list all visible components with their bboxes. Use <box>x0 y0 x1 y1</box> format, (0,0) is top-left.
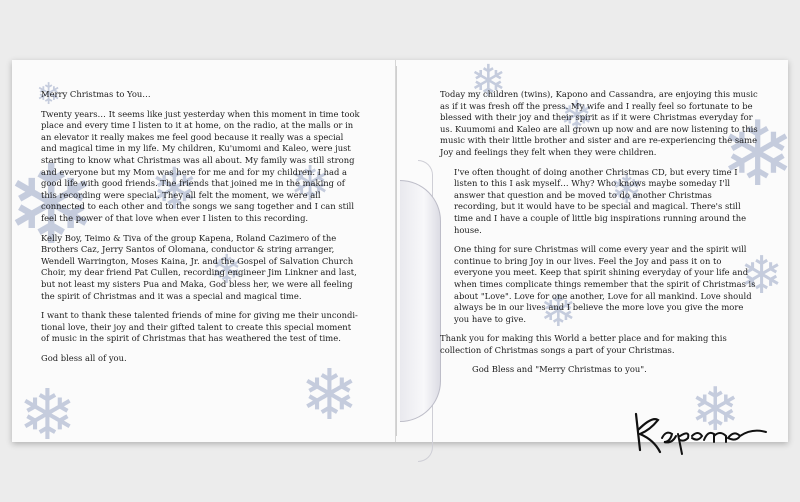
snowflake-icon: ❄ <box>290 156 331 212</box>
snowflake-icon: ❄ <box>470 56 507 107</box>
snowflake-icon: ❄ <box>540 286 577 337</box>
right-paragraph-1: Today my children (twins), Kapono and Cassandra, are enjoying this music as if it was fresh off the press. My wife and I really feel so fortunate to be blessed with their joy and their spirit as if it were Christmas everyday for us. Kuumomi and Kaleo are all grown up now and are now listening to this music with their little brother and sister and are re-experiencing the same Joy and feelings they felt when they were children. <box>440 89 758 157</box>
snowflake-icon: ❄ <box>36 77 62 112</box>
snowflake-icon: ❄ <box>5 141 98 269</box>
left-letter <box>41 89 361 372</box>
right-paragraph-4: Thank you for making this World a better place and for making this collection of Christmas songs a part of your Christmas. <box>440 333 727 355</box>
signature <box>628 408 778 458</box>
snowflake-icon: ❄ <box>740 246 784 306</box>
right-paragraph-3: One thing for sure Christmas will come every year and the spirit will continue to bring Joy in our lives. Feel the Joy and pass it on to everyone you meet. Keep that spirit shining everyday of your life and when times complicate things remember that the spirit of Christmas is about "Love". Love for one another, Love for all mankind. Love should always be in our lives and I believe the more love you give the more you have to give. <box>454 244 756 324</box>
closing-line: God Bless and "Merry Christmas to you". <box>472 364 647 375</box>
right-letter <box>440 89 758 384</box>
snowflake-icon: ❄ <box>150 155 199 223</box>
right-paragraph-2: I've often thought of doing another Christmas CD, but every time I listen to this I ask myself… Why? Who knows maybe someday I'll answer that question and be moved to do another Christmas recording, but it would have to be special and magical. There's still time and I have a couple of little big inspirations running around the house. <box>454 166 747 235</box>
snowflake-icon: ❄ <box>18 374 77 456</box>
snowflake-icon: ❄ <box>300 354 359 436</box>
snowflake-icon: ❄ <box>720 102 796 207</box>
left-paragraph-2: Kelly Boy, Teimo & Tiva of the group Kapena, Roland Cazimero of the Brothers Caz, Jerry Santos of Olomana, conductor & string arranger, Wendell Warrington, Moses Kaina, Jr. and the Gospel of Salvation Church Choir, my dear friend Pat Cullen, recording engineer Jim Linkner and last, but not least my sisters Pua and Maka, God bless her, we were all feeling the spirit of Christmas and it was a special and magical time. <box>41 232 357 301</box>
snowflake-icon: ❄ <box>610 167 644 213</box>
left-paragraph-1: Twenty years… It seems like just yesterday when this moment in time took place and every time I listen to it at home, on the radio, at the malls or in an elevator it really makes me feel good because it really was a special and magical time in my life. My children, Ku'umomi and Kaleo, were just starting to know what Christmas was all about. My family was still strong and everyone but my Mom was here for me and for my children. I had a good life with good friends. The friends that joined me in the making of this recording were special. They all felt the moment, we were all connected to each other and to the songs we sang together and I can still feel the power of that love when ever I listen to this recording. <box>41 108 360 223</box>
left-paragraph-4: God bless all of you. <box>41 352 127 363</box>
left-paragraph-3: I want to thank these talented friends of mine for giving me their uncondi- tional love, their joy and their gifted talent to create this special moment of music in the spirit of Christmas that has weathered the test of time. <box>41 310 358 344</box>
greeting: Merry Christmas to You… <box>41 89 151 99</box>
snowflake-icon: ❄ <box>690 375 741 445</box>
snowflake-icon: ❄ <box>560 93 594 139</box>
snowflake-icon: ❄ <box>210 247 244 293</box>
cd-disc <box>400 180 441 422</box>
